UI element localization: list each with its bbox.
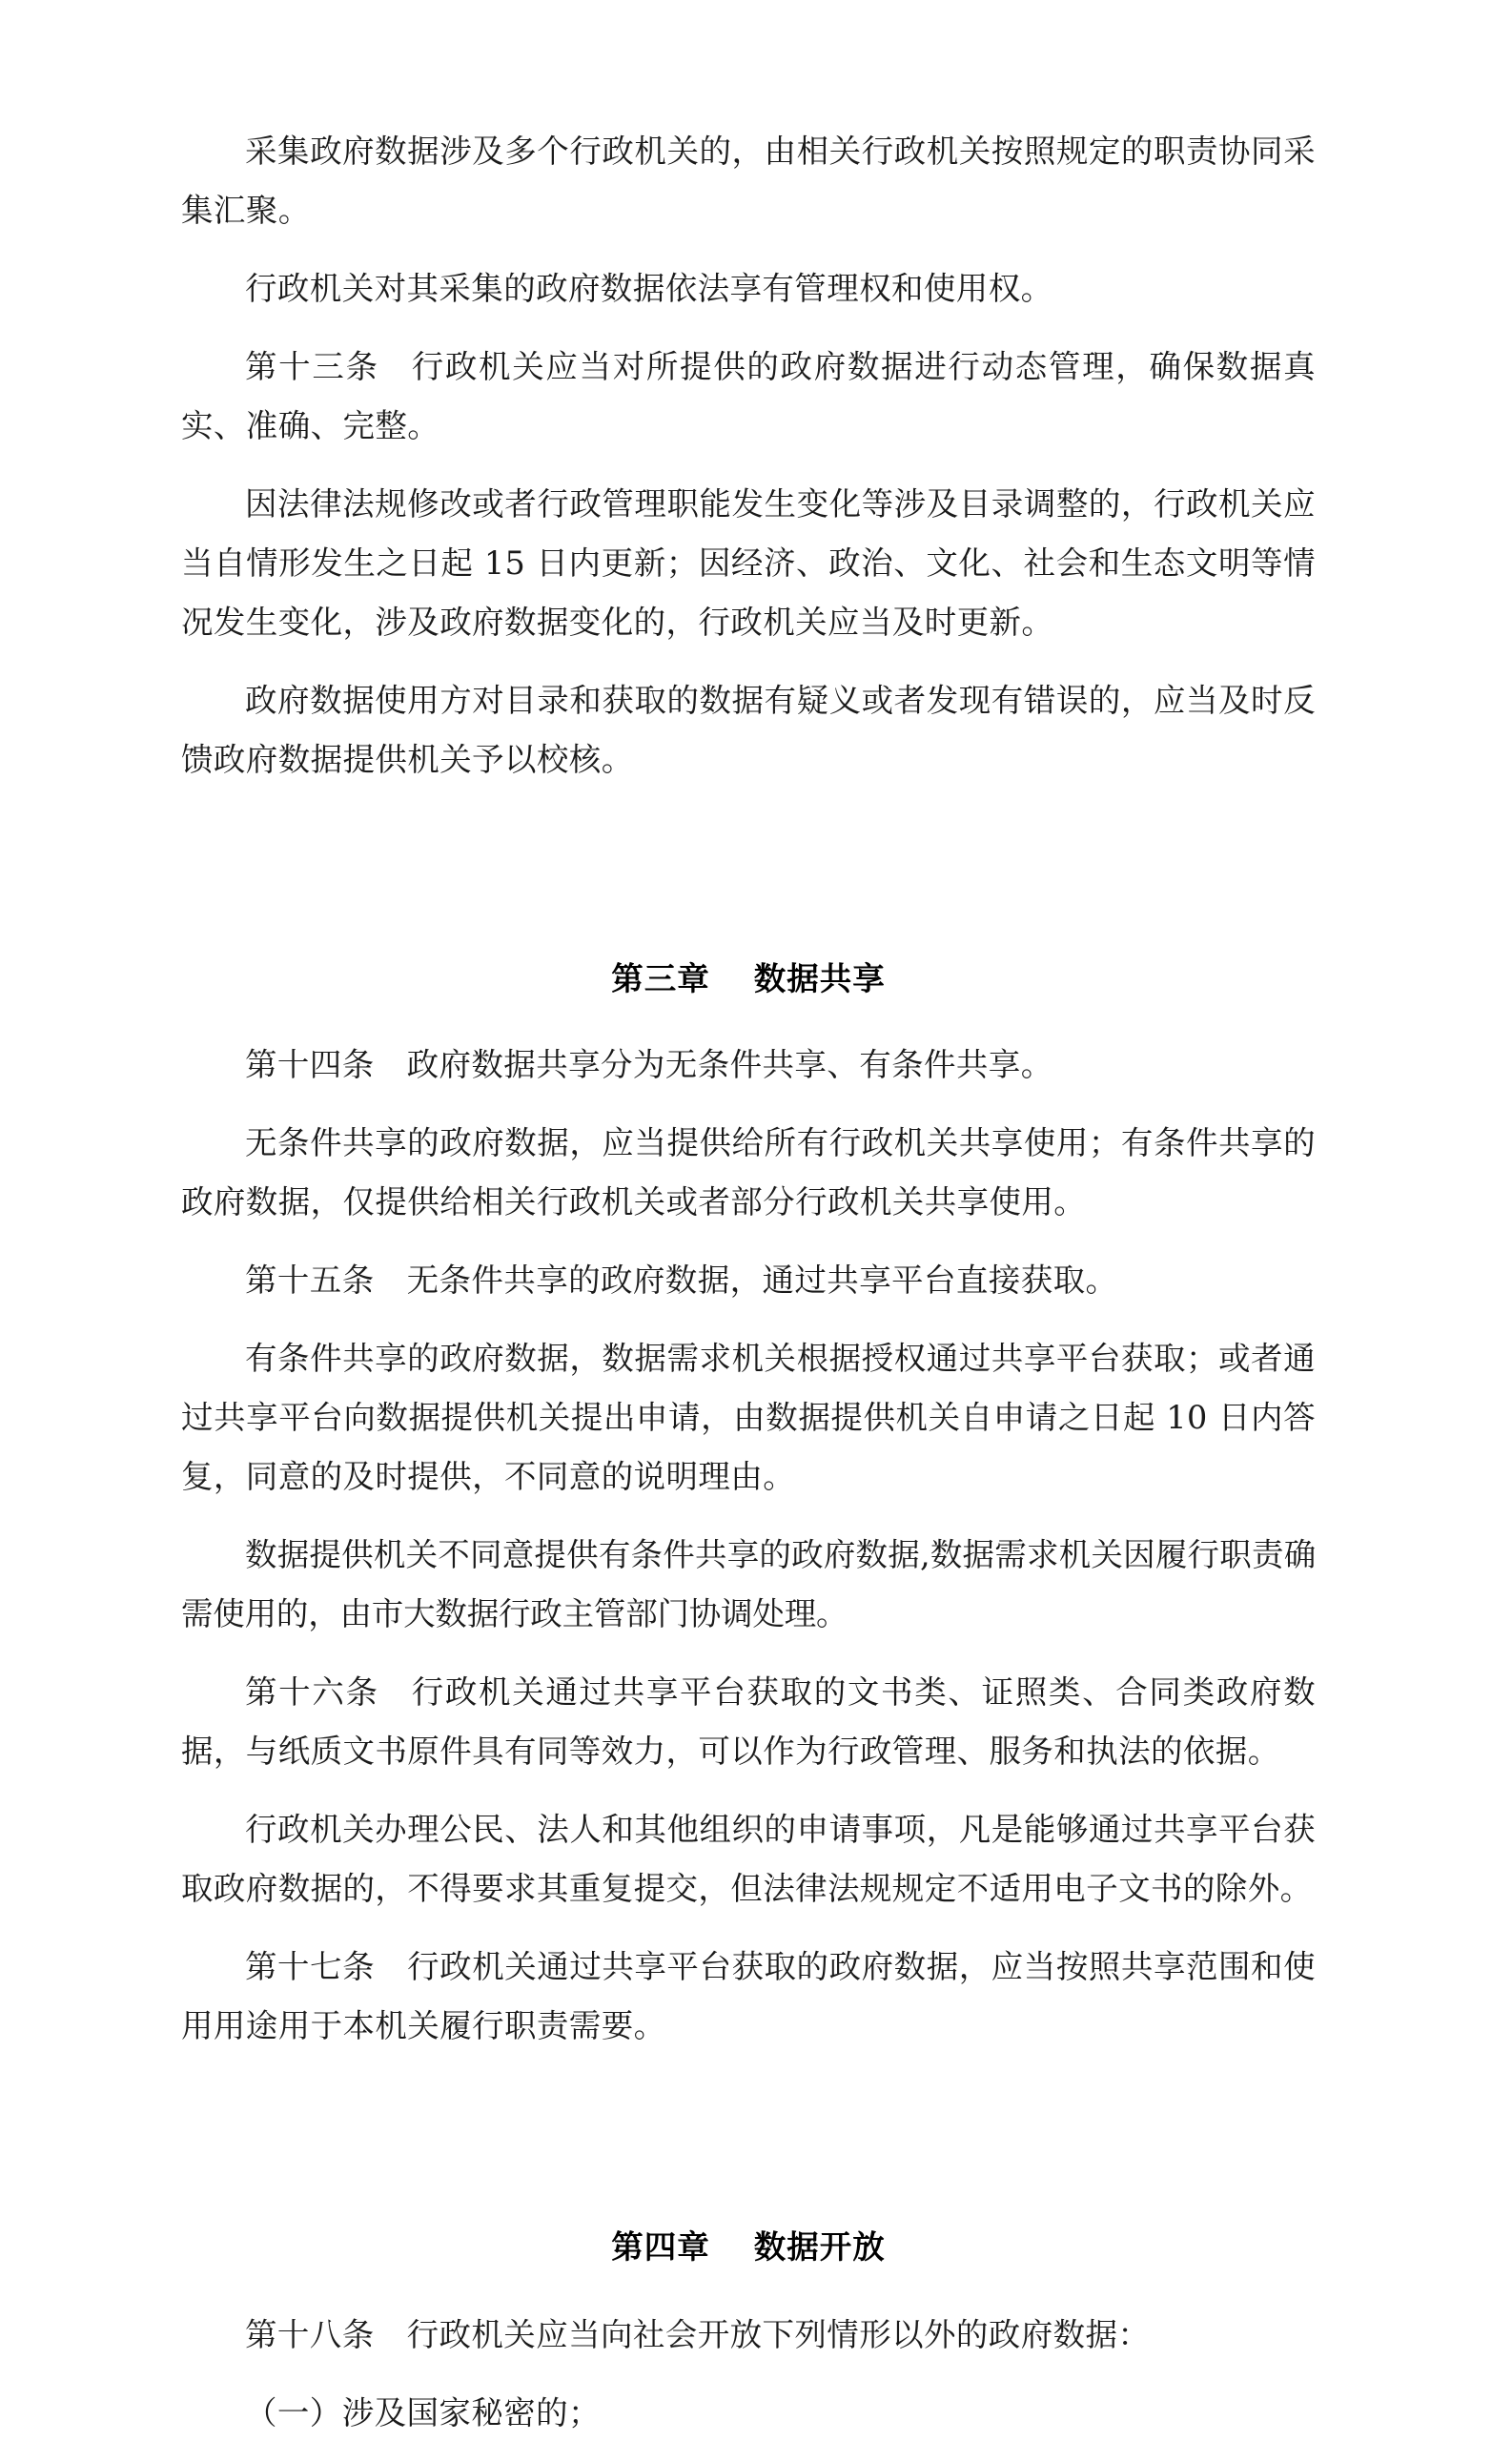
list-item: （一）涉及国家秘密的； [245,2394,601,2431]
article-text: 无条件共享的政府数据，通过共享平台直接获取。 [406,1262,1118,1299]
page-content [181,122,1316,2462]
paragraph: 无条件共享的政府数据，应当提供给所有行政机关共享使用；有条件共享的政府数据，仅提供给相关行政机关或者部分行政机关共享使用。 [181,1124,1316,1221]
article-text: 行政机关应当对所提供的政府数据进行动态管理，确保数据真实、准确、完整。 [181,348,1316,444]
chapter-heading-3 [181,950,1316,1009]
paragraph: 行政机关对其采集的政府数据依法享有管理权和使用权。 [245,270,1053,307]
article-18 [181,2306,1316,2365]
article-text: 行政机关应当向社会开放下列情形以外的政府数据： [406,2316,1151,2353]
article-14 [181,1036,1316,1095]
article-label: 第十五条 [245,1262,375,1299]
chapter-number: 第四章 [611,2228,710,2266]
paragraph: 因法律法规修改或者行政管理职能发生变化等涉及目录调整的，行政机关应当自情形发生之日起 15 日内更新；因经济、政治、文化、社会和生态文明等情况发生变化，涉及政府数据变化的，行政机关应当及时更新。 [181,485,1316,641]
article-text: 政府数据共享分为无条件共享、有条件共享。 [406,1046,1053,1083]
article-label: 第十七条 [245,1948,376,1985]
article-text: 行政机关通过共享平台获取的政府数据，应当按照共享范围和使用用途用于本机关履行职责需要。 [181,1948,1316,2044]
article-15 [181,1251,1316,1310]
article-label: 第十六条 [245,1673,379,1711]
paragraph: 采集政府数据涉及多个行政机关的，由相关行政机关按照规定的职责协同采集汇聚。 [181,133,1316,229]
article-text: 行政机关通过共享平台获取的文书类、证照类、合同类政府数据，与纸质文书原件具有同等效力，可以作为行政管理、服务和执法的依据。 [181,1673,1316,1770]
chapter-number: 第三章 [611,960,710,997]
paragraph: 数据提供机关不同意提供有条件共享的政府数据,数据需求机关因履行职责确需使用的，由市大数据行政主管部门协调处理。 [181,1536,1316,1632]
article-label: 第十四条 [245,1046,375,1083]
article-17 [181,1938,1316,2056]
article-label: 第十八条 [245,2316,375,2353]
paragraph: 有条件共享的政府数据，数据需求机关根据授权通过共享平台获取；或者通过共享平台向数据提供机关提出申请，由数据提供机关自申请之日起 10 日内答复，同意的及时提供，不同意的说明理由。 [181,1340,1316,1495]
chapter-title: 数据共享 [753,960,886,997]
article-16 [181,1663,1316,1781]
chapter-heading-4 [181,2218,1316,2277]
chapter-title: 数据开放 [753,2228,886,2266]
paragraph: 行政机关办理公民、法人和其他组织的申请事项，凡是能够通过共享平台获取政府数据的，不得要求其重复提交，但法律法规规定不适用电子文书的除外。 [181,1811,1316,1907]
article-13 [181,338,1316,456]
article-label: 第十三条 [245,348,379,385]
paragraph: 政府数据使用方对目录和获取的数据有疑义或者发现有错误的，应当及时反馈政府数据提供机关予以校核。 [181,682,1316,778]
